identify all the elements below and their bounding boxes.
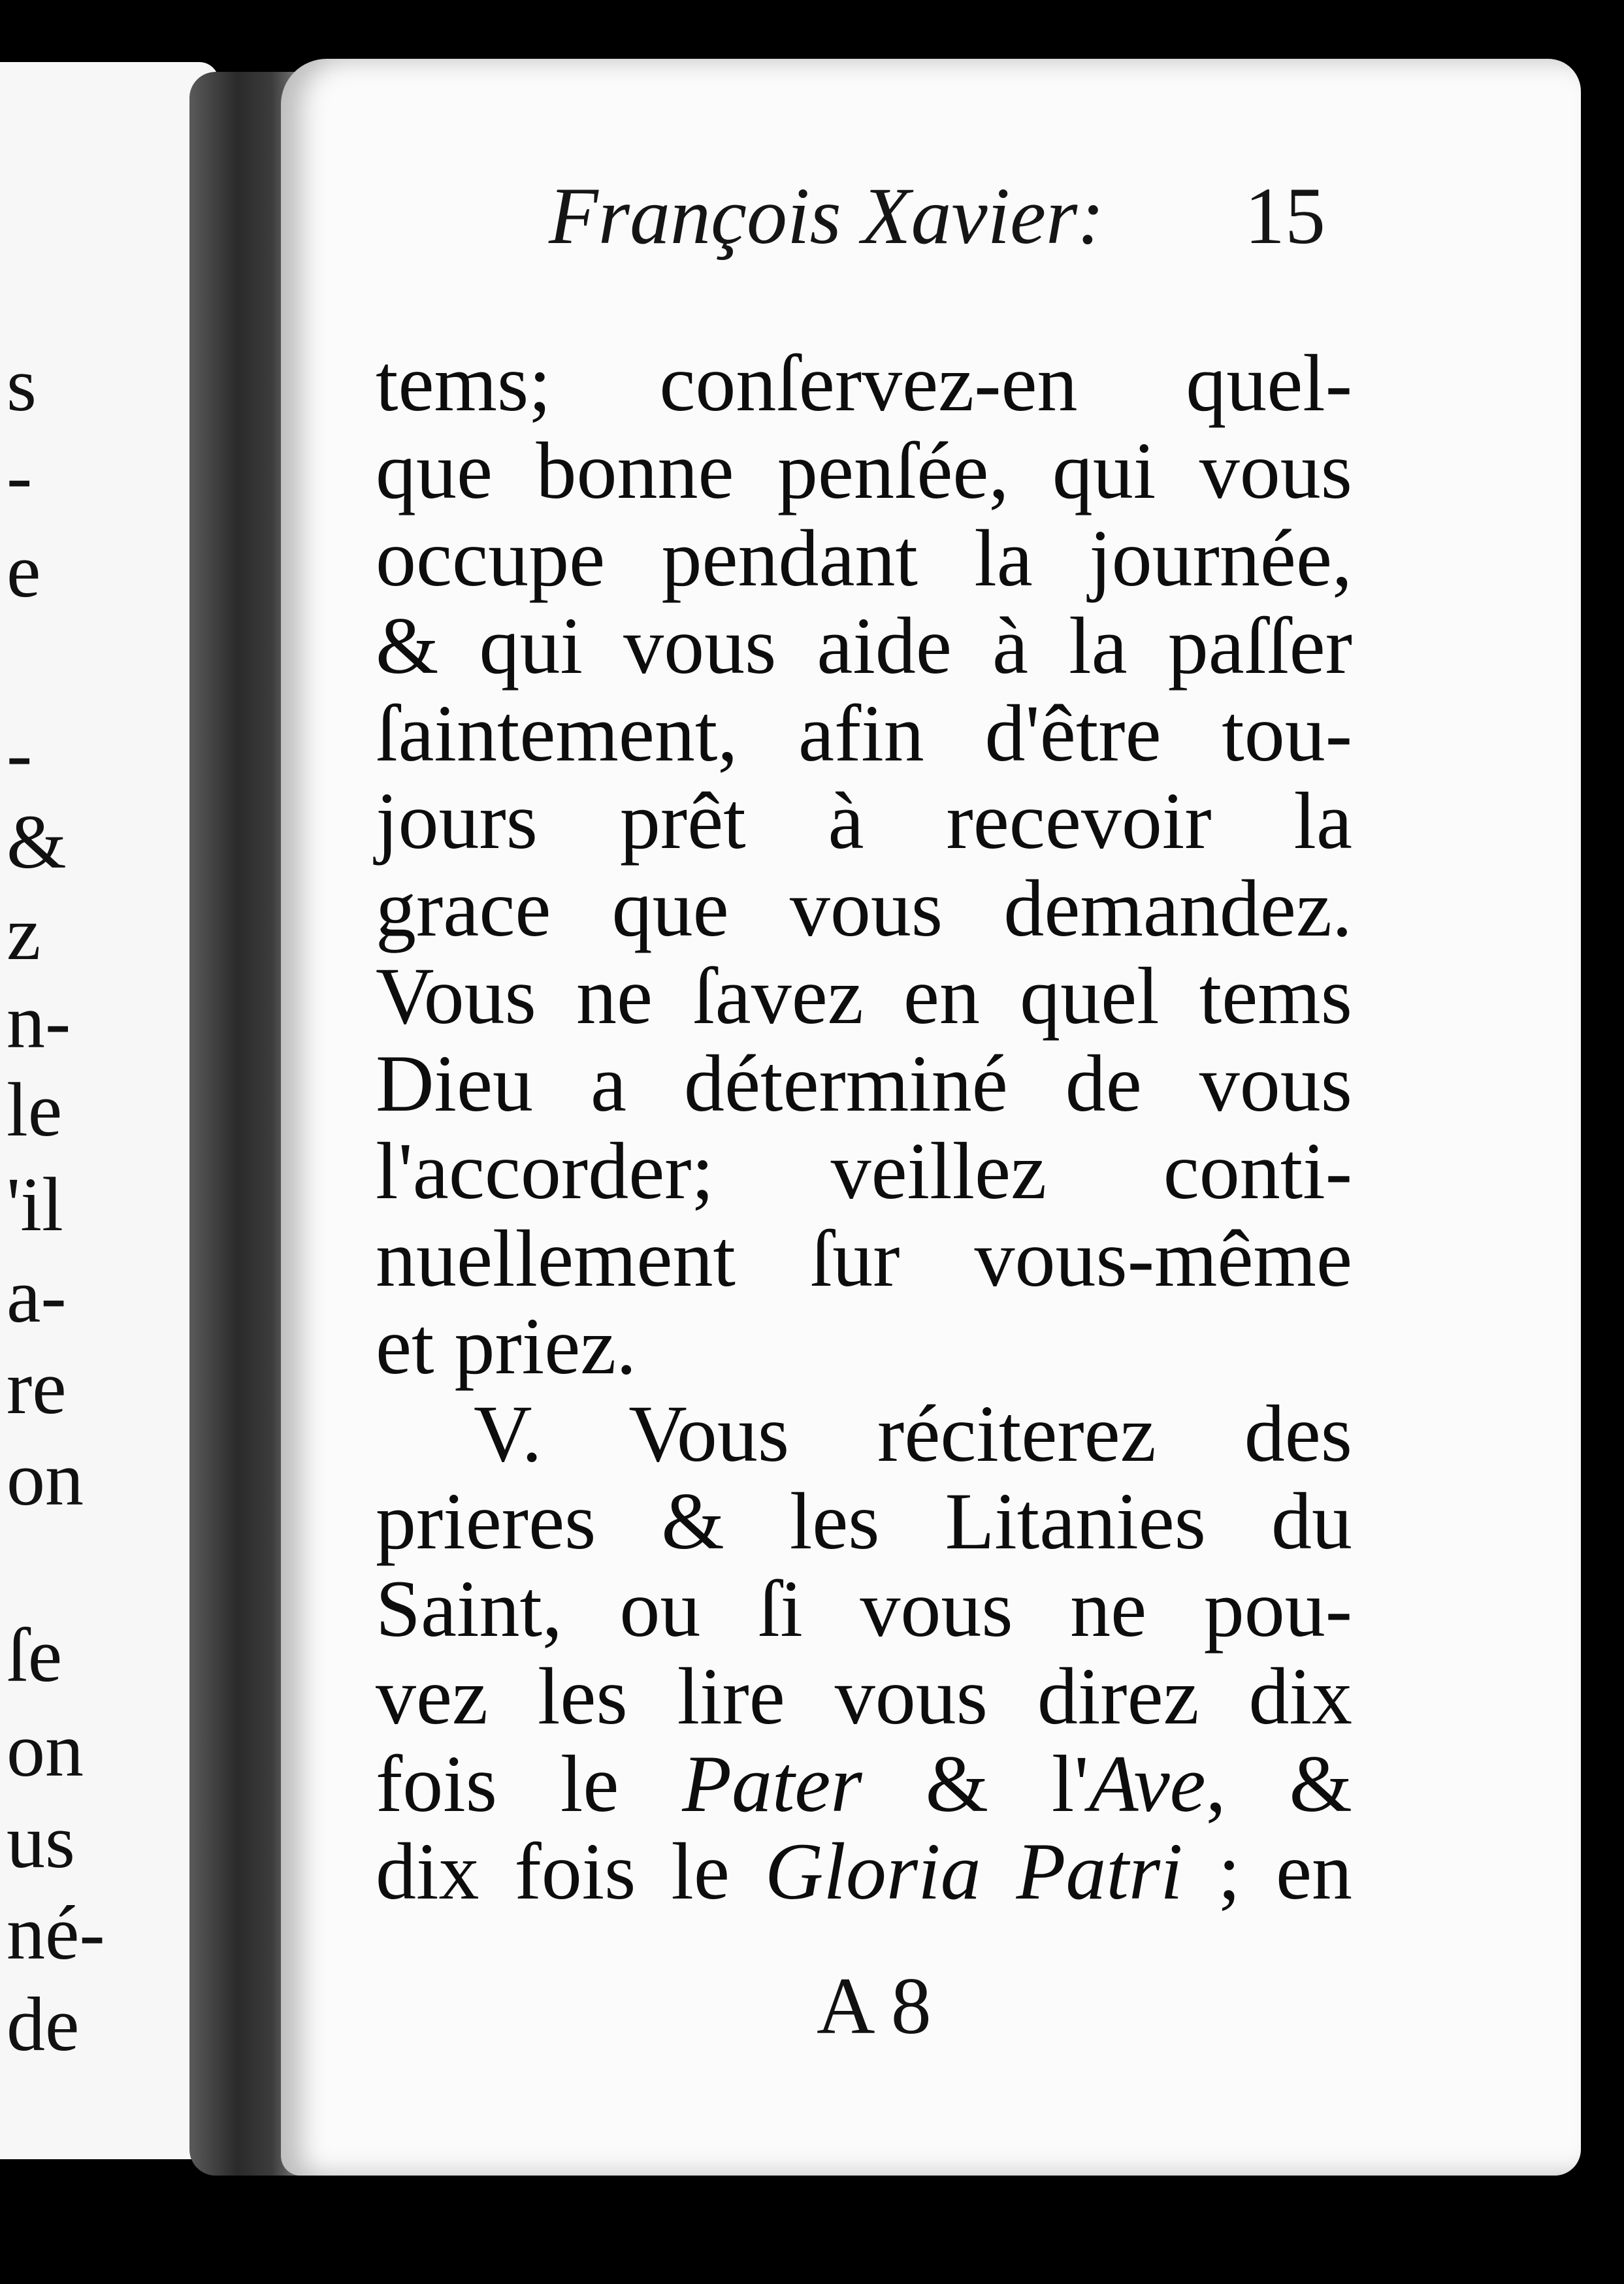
left-fragment: le bbox=[7, 1067, 63, 1152]
running-header: François Xavier: bbox=[549, 171, 1105, 261]
left-fragment: de bbox=[7, 1982, 80, 2067]
text-line bbox=[376, 1828, 1352, 1916]
latin-prayer-title: Pater bbox=[682, 1739, 862, 1829]
text-line: et priez. bbox=[376, 1301, 637, 1391]
left-fragment: re bbox=[7, 1345, 67, 1430]
previous-page bbox=[0, 62, 219, 2159]
left-fragment: & bbox=[7, 799, 67, 885]
latin-prayer-title: Gloria Patri bbox=[764, 1827, 1183, 1916]
text-line: V. Vous réciterez des bbox=[474, 1389, 1352, 1478]
left-fragment: a- bbox=[7, 1253, 67, 1339]
latin-prayer-title: Ave bbox=[1088, 1739, 1206, 1829]
left-fragment: - bbox=[7, 711, 33, 796]
left-fragment: on bbox=[7, 1436, 84, 1522]
signature-mark: A 8 bbox=[817, 1961, 932, 2051]
left-fragment: us bbox=[7, 1799, 75, 1884]
left-fragment: on bbox=[7, 1707, 84, 1793]
text-line: grace que vous demandez. bbox=[376, 864, 1352, 953]
text-line: que bonne penſée, qui vous bbox=[376, 426, 1352, 515]
text-line bbox=[376, 1740, 1352, 1828]
left-fragment: ſe bbox=[7, 1612, 63, 1698]
page-number: 15 bbox=[1244, 171, 1325, 261]
text-line: occupe pendant la journée, bbox=[376, 514, 1352, 603]
text-line: Dieu a déterminé de vous bbox=[376, 1039, 1352, 1128]
text-line: tems; conſervez-en quel- bbox=[376, 338, 1352, 428]
left-fragment: e bbox=[7, 528, 41, 613]
text-line: Vous ne ſavez en quel tems bbox=[376, 951, 1352, 1041]
left-fragment: s bbox=[7, 342, 37, 427]
text-line: ſaintement, afin d'être tou- bbox=[376, 689, 1352, 778]
text-run: fois le bbox=[376, 1739, 683, 1829]
left-fragment: 'il bbox=[7, 1162, 63, 1247]
text-line: vez les lire vous direz dix bbox=[376, 1652, 1352, 1741]
text-run: ; en bbox=[1182, 1827, 1352, 1916]
left-fragment: z bbox=[7, 890, 41, 976]
text-run: dix fois le bbox=[376, 1827, 765, 1916]
text-run: & l' bbox=[862, 1739, 1089, 1829]
left-fragment: n- bbox=[7, 979, 71, 1064]
text-run: , & bbox=[1205, 1739, 1353, 1829]
left-fragment: - bbox=[7, 433, 33, 519]
text-line: Saint, ou ſi vous ne pou- bbox=[376, 1564, 1352, 1654]
text-line: nuellement ſur vous-même bbox=[376, 1214, 1352, 1303]
text-line: l'accorder; veillez conti- bbox=[376, 1126, 1352, 1216]
left-fragment: né- bbox=[7, 1890, 105, 1976]
text-line: jours prêt à recevoir la bbox=[376, 776, 1352, 866]
text-line: & qui vous aide à la paſſer bbox=[376, 601, 1352, 691]
body-text bbox=[376, 340, 1352, 1916]
text-line: prieres & les Litanies du bbox=[376, 1476, 1352, 1566]
